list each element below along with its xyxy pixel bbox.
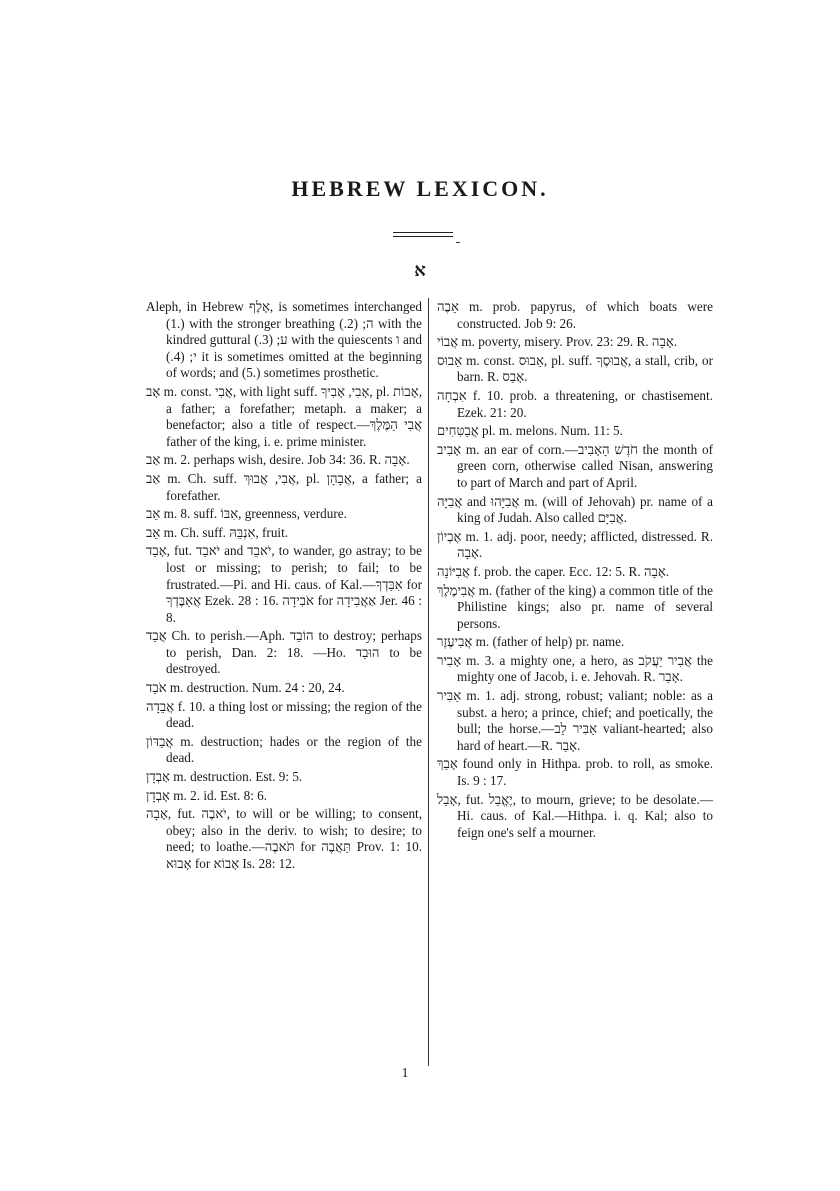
rule-ornament	[456, 242, 460, 243]
lexicon-entry: אָבְדָן m. 2. id. Est. 8: 6.	[146, 787, 268, 803]
lexicon-entry: Aleph, in Hebrew אָלֶף, is sometimes interchanged (1.) with the stronger breathing ה; (2.) with the kindred guttural ע; (3.) with the quiescents ו and י; (4.) it is sometimes omitted at the beginning of words; and (5.) sometimes prosthetic.	[146, 299, 422, 381]
lexicon-entry: אֲבִימֶלֶךְ m. (father of the king) a common title of the Philistine kings; also pr. name of several persons.	[437, 582, 713, 631]
lexicon-entry: אֵבוּס m. const. אֵבוּס, pl. suff. אֲבוּסֶךָ, a stall, crib, or barn. R. אָבַס.	[437, 352, 713, 385]
lexicon-entry: אָבַל, fut. יֶאֱבַל, to mourn, grieve; to be desolate.—Hi. caus. of Kal.—Hithpa. i. q. Kal; also to feign one's self a mourner.	[437, 791, 714, 840]
lexicon-entry: אַבִּיר m. 1. adj. strong, robust; valiant; noble: as a subst. a hero; a prince, chief; and poetically, the bull; the horse.—אַבִּיר לֵב valiant-hearted; also hard of heart.—R. אָבַר.	[437, 688, 713, 753]
lexicon-entry: אָבָה, fut. יֹאבֶה, to will or be willing; to consent, obey; also in the deriv. to wish; to desire; to need; to loathe.—תֹּאבֶה for תַּאֲבֶה Prov. 1: 10. אָבוּא for אָבוֹא Is. 28: 12.	[146, 806, 422, 871]
right-column	[437, 299, 713, 843]
lexicon-entry: אִבְחָה f. 10. prob. a threatening, or chastisement. Ezek. 21: 20.	[437, 387, 713, 420]
page-title: HEBREW LEXICON.	[291, 176, 549, 201]
page-number: 1	[401, 1066, 409, 1081]
lexicon-entry: אֲבִיָּה and אֲבִיָּהוּ m. (will of Jehovah) pr. name of a king of Judah. Also called אֲבִיָּם.	[437, 493, 713, 526]
lexicon-entry: אָבִיב m. an ear of corn.—חֹדֶשׁ הָאָבִיב the month of green corn, otherwise called Nisan, answering to part of March and part of April.	[437, 441, 713, 490]
title-rule	[393, 232, 453, 233]
lexicon-entry: אֵב m. Ch. suff. אִנְבֵּהּ, fruit.	[146, 524, 289, 540]
lexicon-entry: אָב m. const. אֲבִי, with light suff. אָבִי, אָבִיךָ, pl. אָבוֹת, a father; a forefather; metaph. a maker; a benefactor; also a title of respect.—אֲבִי הַמֶּלֶךְ father of the king, i. e. prime minister.	[146, 383, 422, 449]
lexicon-entry: אֶבְיוֹן m. 1. adj. poor, needy; afflicted, distressed. R. אָבָה.	[437, 528, 713, 561]
lexicon-entry: אֲבַטִּחִים pl. m. melons. Num. 11: 5.	[437, 423, 623, 439]
title-rule	[393, 236, 453, 237]
lexicon-entry: אֲבַד Ch. to perish.—Aph. הוֹבֵד to destroy; perhaps to perish, Dan. 2: 18. —Ho. הוּבַד to be destroyed.	[146, 628, 422, 677]
left-column	[146, 299, 422, 875]
lexicon-entry: אֲבִיּוֹנָה f. prob. the caper. Ecc. 12: 5. R. אָבָה.	[437, 563, 670, 579]
lexicon-entry: אֵבֶה m. prob. papyrus, of which boats were constructed. Job 9: 26.	[437, 299, 713, 331]
lexicon-entry: אָבִיר m. 3. a mighty one, a hero, as אֲבִיר יַעֲקֹב the mighty one of Jacob, i. e. Jehovah. R. אָבַר.	[437, 652, 713, 685]
lexicon-entry: אֲבִיעֶזֶר m. (father of help) pr. name.	[437, 634, 625, 650]
lexicon-entry: אָבַד, fut. יֹאבַד and יֹאבֵד, to wander, go astray; to be lost or missing; to perish; to fail; to be frustrated.—Pi. and Hi. caus. of Kal.—אִבַּדְךָ for אֲאַבֶּדְךָ Ezek. 28 : 16. אֹבִידָה for אַאֲבִידָה Jer. 46 : 8.	[146, 543, 422, 625]
lexicon-entry: אֹבֵד m. destruction. Num. 24 : 20, 24.	[146, 680, 345, 696]
section-letter: א	[414, 260, 426, 280]
lexicon-entry: אַב m. Ch. suff. אֲבִי, אֲבוּךְ, pl. אֲבָהָן, a father; a forefather.	[146, 470, 422, 503]
lexicon-entry: אֲבוֹי m. poverty, misery. Prov. 23: 29. R. אָבָה.	[437, 334, 678, 350]
column-divider	[428, 298, 429, 1066]
lexicon-entry: אֲבַדּוֹן m. destruction; hades or the region of the dead.	[146, 733, 422, 766]
lexicon-entry: אֵב m. 8. suff. אִבּוֹ, greenness, verdure.	[146, 506, 347, 522]
lexicon-entry: אַב m. 2. perhaps wish, desire. Job 34: 36. R. אָבָה.	[146, 452, 410, 468]
lexicon-entry: אַבְדָן m. destruction. Est. 9: 5.	[146, 769, 303, 785]
lexicon-entry: אָבַךְ found only in Hithpa. prob. to roll, as smoke. Is. 9 : 17.	[437, 756, 713, 789]
lexicon-entry: אֲבֵדָה f. 10. a thing lost or missing; the region of the dead.	[146, 698, 422, 731]
